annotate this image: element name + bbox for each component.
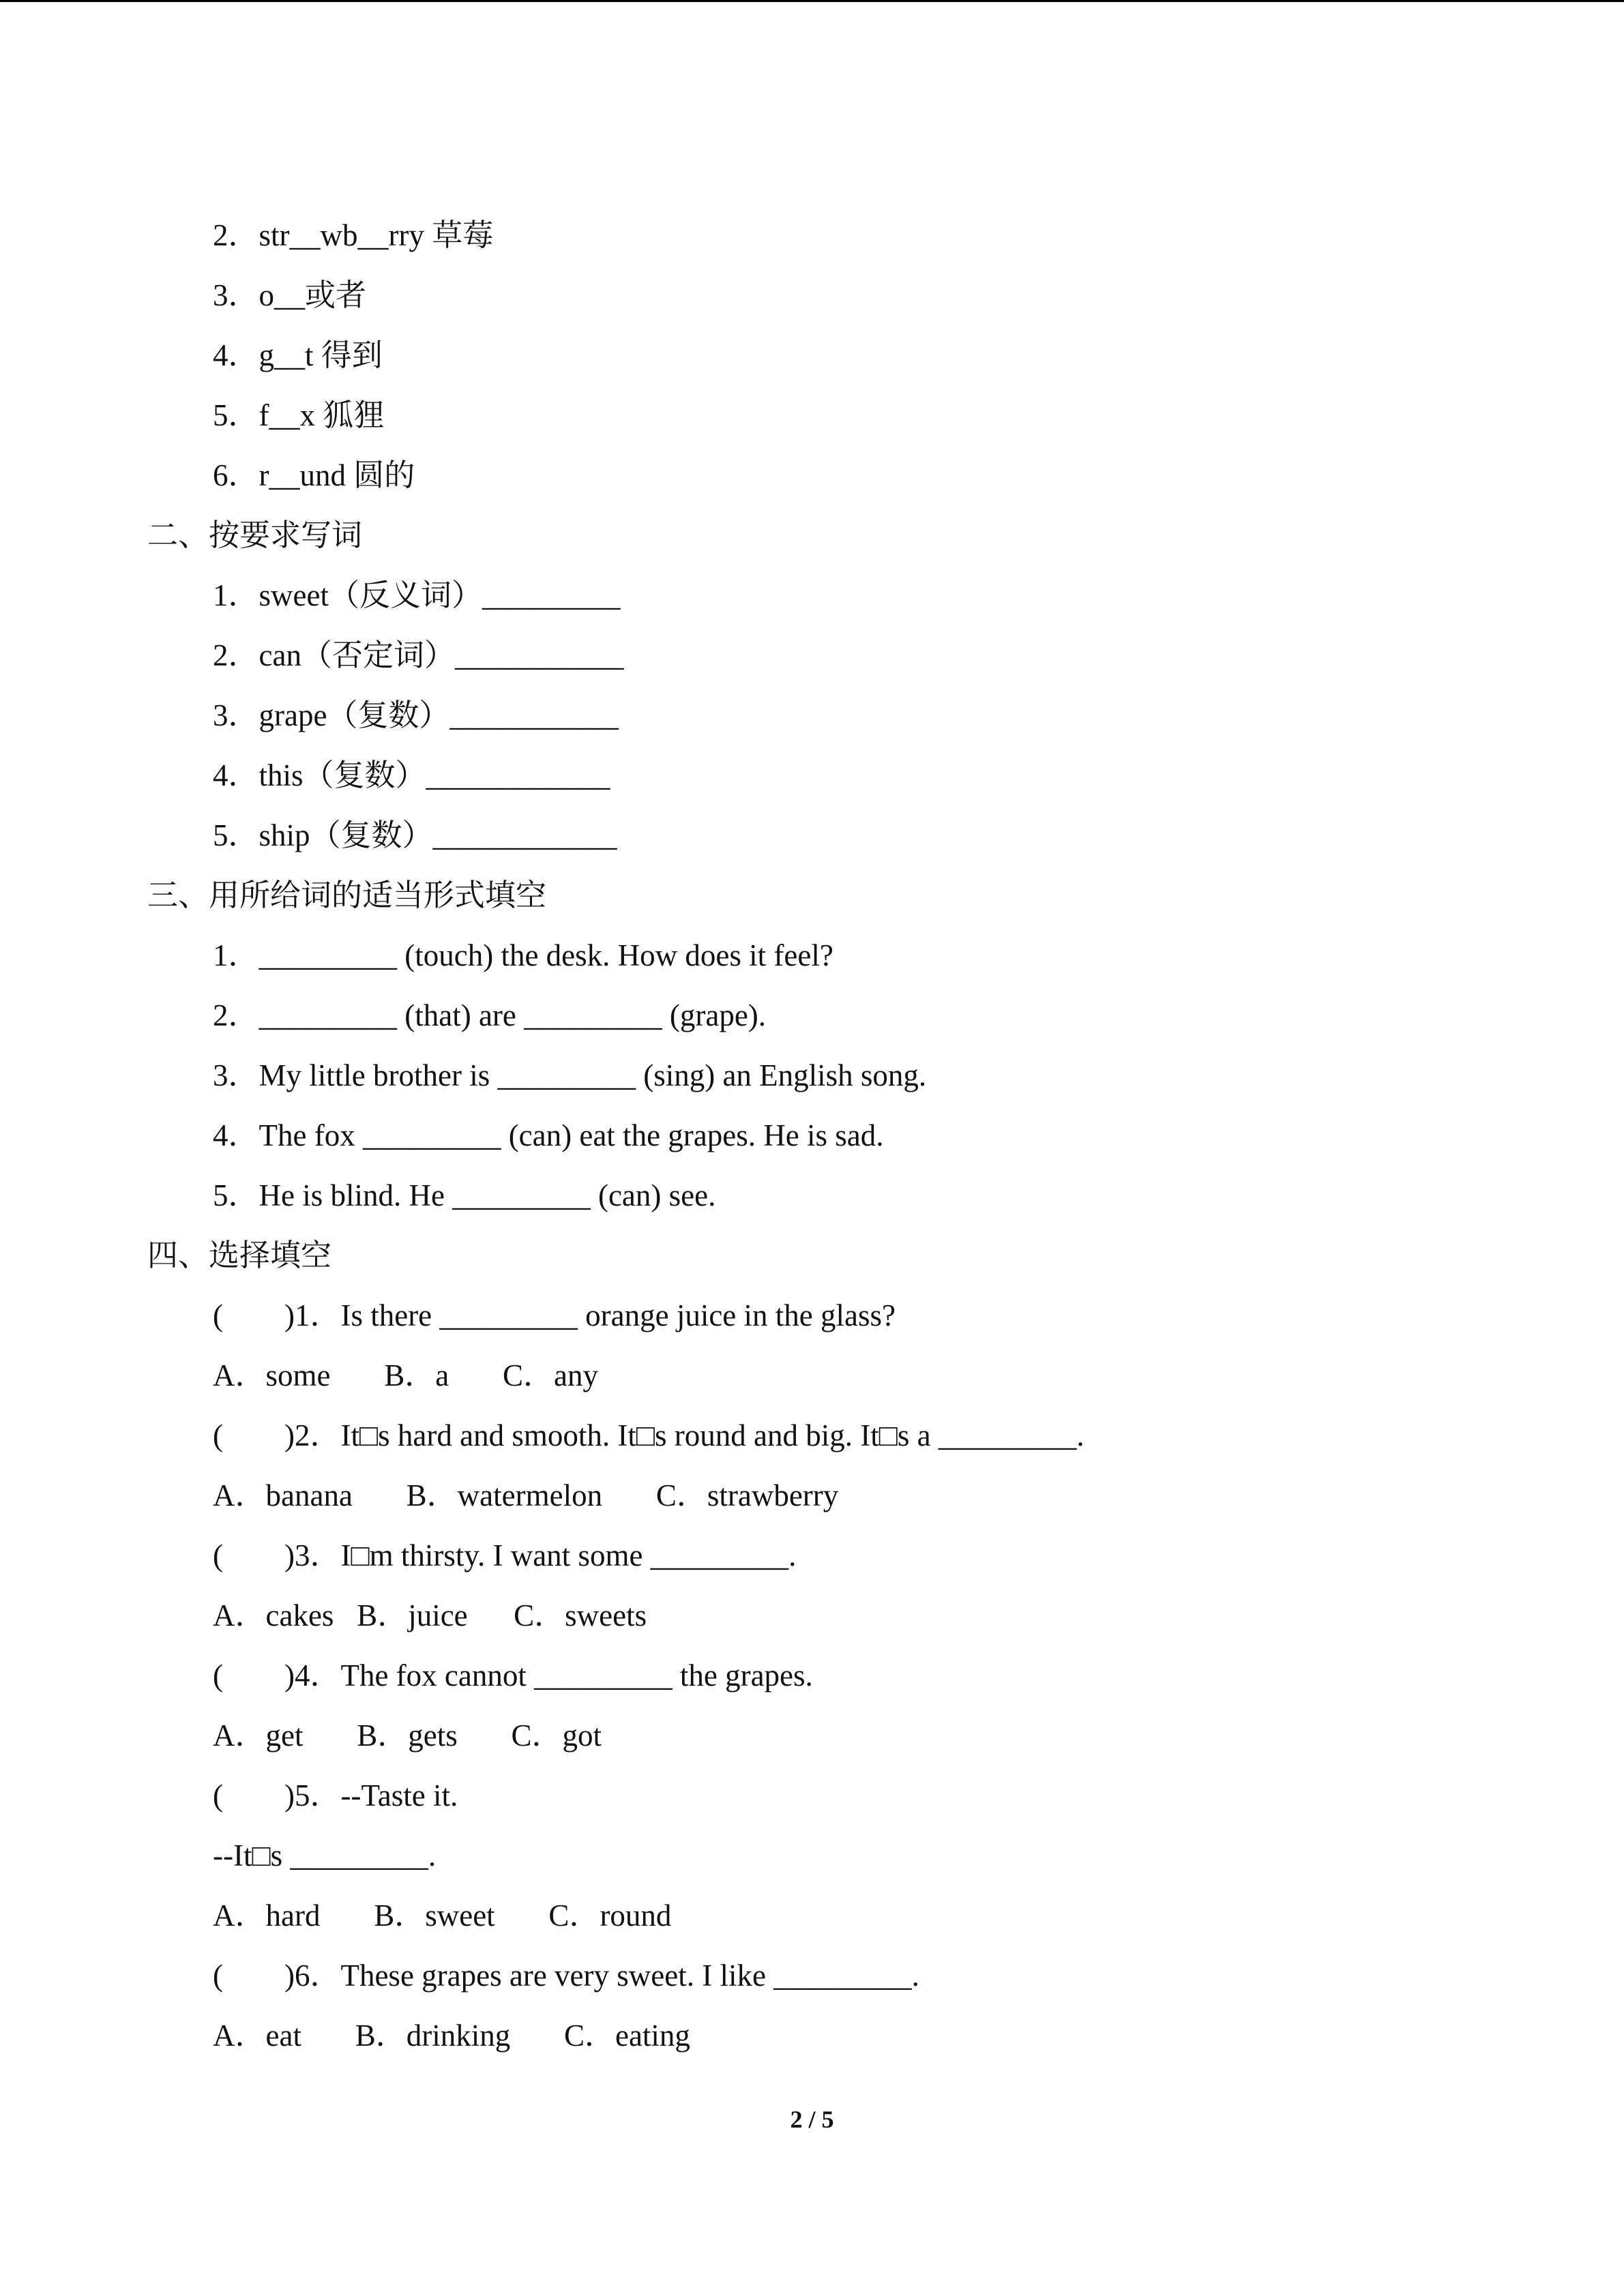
list-item: 3．My little brother is _________ (sing) an English song. (213, 1058, 927, 1092)
section-heading: 二、按要求写词 (147, 518, 363, 552)
question-line: ( )4．The fox cannot _________ the grapes. (213, 1658, 813, 1693)
question-line: --It□s _________. (213, 1838, 437, 1873)
options-line: A．eat B．drinking C．eating (213, 2018, 690, 2053)
list-item: 5．f__x 狐狸 (213, 398, 385, 432)
options-line: A．banana B．watermelon C．strawberry (213, 1478, 839, 1512)
list-item: 2．str__wb__rry 草莓 (213, 218, 494, 252)
list-item: 2．_________ (that) are _________ (grape). (213, 998, 767, 1032)
list-item: 4．g__t 得到 (213, 338, 383, 372)
list-item: 1．sweet（反义词）_________ (213, 578, 621, 612)
list-item: 6．r__und 圆的 (213, 458, 415, 492)
list-item: 3．grape（复数）___________ (213, 698, 619, 732)
options-line: A．hard B．sweet C．round (213, 1898, 672, 1933)
page-top-border (0, 0, 1624, 2)
options-line: A．get B．gets C．got (213, 1718, 602, 1753)
list-item: 5．He is blind. He _________ (can) see. (213, 1178, 716, 1212)
options-line: A．some B．a C．any (213, 1358, 598, 1392)
question-line: ( )2．It□s hard and smooth. It□s round and big. It□s a _________. (213, 1418, 1084, 1452)
list-item: 5．ship（复数）____________ (213, 818, 617, 852)
list-item: 1．_________ (touch) the desk. How does it feel? (213, 938, 833, 972)
list-item: 3．o__或者 (213, 278, 367, 312)
page-number: 2 / 5 (790, 2106, 834, 2133)
list-item: 2．can（否定词）___________ (213, 638, 624, 672)
list-item: 4．this（复数）____________ (213, 758, 610, 792)
question-line: ( )3．I□m thirsty. I want some _________. (213, 1538, 797, 1572)
list-item: 4．The fox _________ (can) eat the grapes. He is sad. (213, 1118, 884, 1152)
section-heading: 四、选择填空 (147, 1238, 332, 1272)
question-line: ( )5．--Taste it. (213, 1778, 458, 1813)
question-line: ( )6．These grapes are very sweet. I like _________. (213, 1958, 919, 1993)
section-heading: 三、用所给词的适当形式填空 (147, 878, 547, 912)
question-line: ( )1．Is there _________ orange juice in the glass? (213, 1298, 896, 1332)
options-line: A．cakes B．juice C．sweets (213, 1598, 647, 1632)
